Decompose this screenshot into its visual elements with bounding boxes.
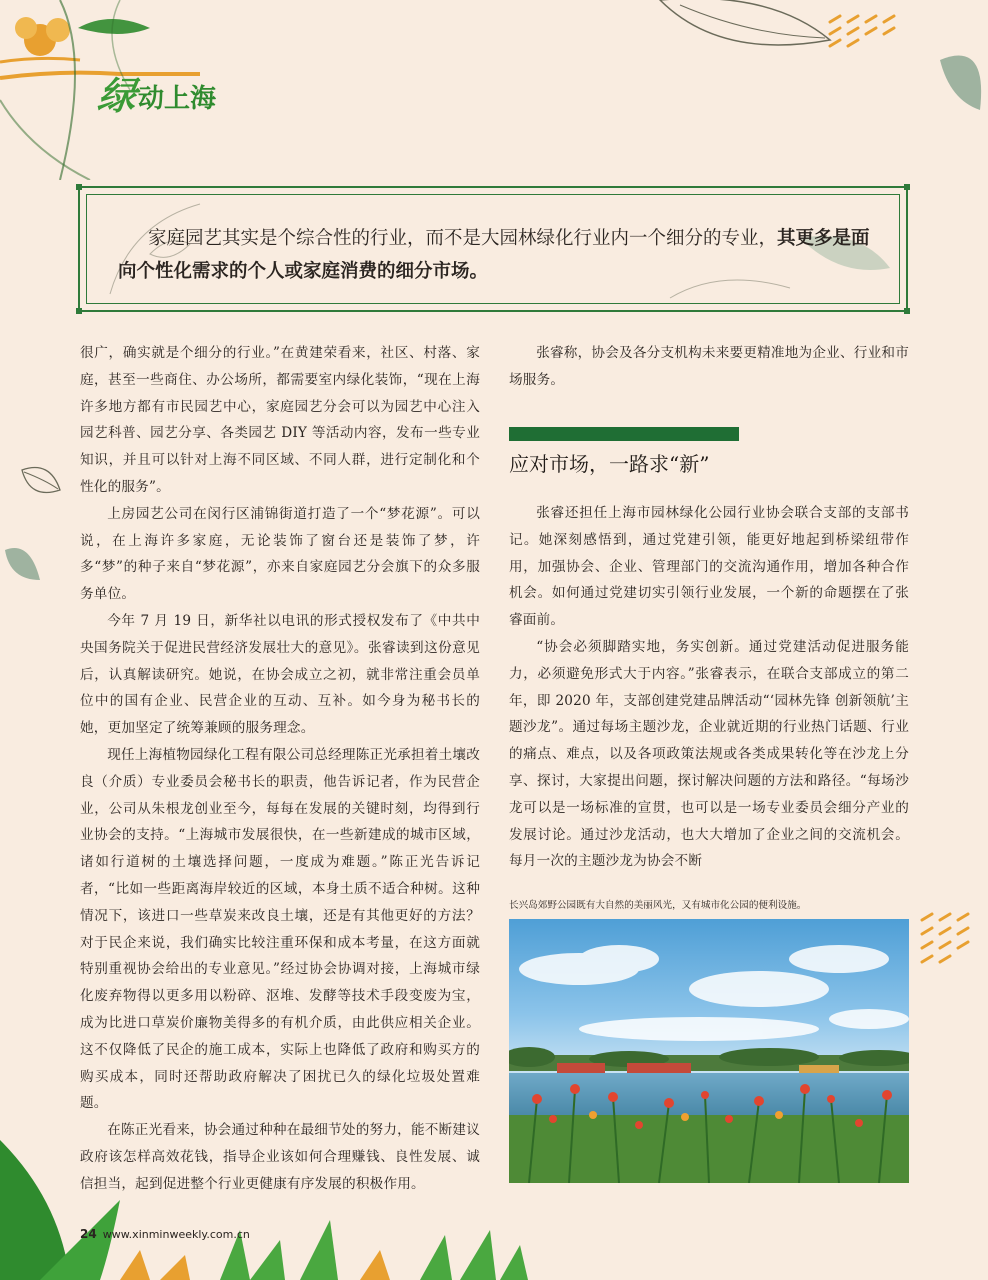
frame-corner [904,184,910,190]
pull-quote-text [118,222,878,288]
top-right-leaf-decoration [600,0,988,130]
body-paragraph: 现任上海植物园绿化工程有限公司总经理陈正光承担着土壤改良（介质）专业委员会秘书长的职责，他告诉记者，作为民营企业，公司从朱根龙创业至今，每每在发展的关键时刻，均得到行业协会的支持。“上海城市发展很快，在一些新建成的城市区域，诸如行道树的土壤选择问题，一度成为难题。”陈正光告诉记者，“比如一些距离海岸较近的区域，本身土质不适合种树。这种情况下，该进口一些草炭来改良土壤，还是有其他更好的方法？对于民企来说，我们确实比较注重环保和成本考量，在这方面就特别重视协会给出的专业意见。”经过协会协调对接，上海城市绿化废弃物得以更多用以粉碎、沤堆、发酵等技术手段变废为宝，成为比进口草炭价廉物美得多的有机介质，由此供应相关企业。这不仅降低了民企的施工成本，实际上也降低了政府和购买方的购买成本，同时还帮助政府解决了困扰已久的绿化垃圾处置难题。 [80,746,480,1112]
body-paragraph: 上房园艺公司在闵行区浦锦街道打造了一个“梦花源”。可以说，在上海许多家庭，无论装饰了窗台还是装饰了梦，许多“梦”的种子来自“梦花源”，亦来自家庭园艺分会旗下的众多服务单位。 [80,505,480,603]
column-logo [94,74,217,118]
park-lake-photo [509,919,909,1183]
section-heading-bar [509,427,739,441]
body-paragraph: 张睿称，协会及各分支机构未来要更精准地为企业、行业和市场服务。 [509,345,909,388]
logo-text: 动上海 [138,84,217,114]
left-text-column [80,340,480,1198]
right-text-column-top [509,340,909,394]
section-heading: 应对市场，一路求“新” [509,452,710,476]
right-margin-dash-decoration [914,900,988,1020]
frame-corner [904,308,910,314]
body-paragraph: 在陈正光看来，协会通过种种在最细节处的努力，能不断建议政府该怎样高效花钱，指导企业该如何合理赚钱、良性发展、诚信担当，起到促进整个行业更健康有序发展的积极作用。 [80,1122,480,1192]
photo-caption: 长兴岛郊野公园既有大自然的美丽风光，又有城市化公园的便利设施。 [509,900,807,911]
page-footer [80,1227,250,1241]
website-url: www.xinminweekly.com.cn [102,1228,250,1241]
pull-quote-bold: 其更多是面向个性化需求的个人或家庭消费的细分市场。 [118,228,870,282]
left-margin-leaf-decoration [0,440,70,590]
frame-corner [76,308,82,314]
frame-corner [76,184,82,190]
pull-quote-normal: 家庭园艺其实是个综合性的行业，而不是大园林绿化行业内一个细分的专业， [148,228,778,249]
body-paragraph: 很广，确实就是个细分的行业。”在黄建荣看来，社区、村落、家庭，甚至一些商住、办公场所，都需要室内绿化装饰，“现在上海许多地方都有市民园艺中心，家庭园艺分会可以为园艺中心注入园艺科普、园艺分享、各类园艺 DIY 等活动内容，发布一些专业知识，并且可以针对上海不同区域、不同人群，进行定制化和个性化的服务”。 [80,345,480,495]
page-number: 24 [80,1227,97,1241]
body-paragraph: 张睿还担任上海市园林绿化公园行业协会联合支部的支部书记。她深刻感悟到，通过党建引领，能更好地起到桥梁纽带作用，加强协会、企业、管理部门的交流沟通作用，增加各种合作机会。如何通过党建切实引领行业发展，一个新的命题摆在了张睿面前。 [509,505,909,629]
body-paragraph: 今年 7 月 19 日，新华社以电讯的形式授权发布了《中共中央国务院关于促进民营经济发展壮大的意见》。张睿读到这份意见后，认真解读研究。她说，在协会成立之初，就非常注重会员单位中的国有企业、民营企业的互动、互补。如今身为秘书长的她，更加坚定了统筹兼顾的服务理念。 [80,612,480,737]
logo-first-character: 绿 [94,74,140,118]
right-text-column [509,500,909,875]
body-paragraph: “协会必须脚踏实地，务实创新。通过党建活动促进服务能力，必须避免形式大于内容。”张睿表示，在联合支部成立的第二年，即 2020 年，支部创建党建品牌活动“‘园林先锋 创新领航’主题沙龙”。通过每场主题沙龙，企业就近期的行业热门话题、行业的痛点、难点，以及各项政策法规或各类成果转化等在沙龙上分享、探讨，大家提出问题，探讨解决问题的方法和路径。“每场沙龙可以是一场标准的宣贯，也可以是一场专业委员会细分产业的发展讨论。通过沙龙活动，也大大增加了企业之间的交流机会。每月一次的主题沙龙为协会不断 [509,638,909,870]
